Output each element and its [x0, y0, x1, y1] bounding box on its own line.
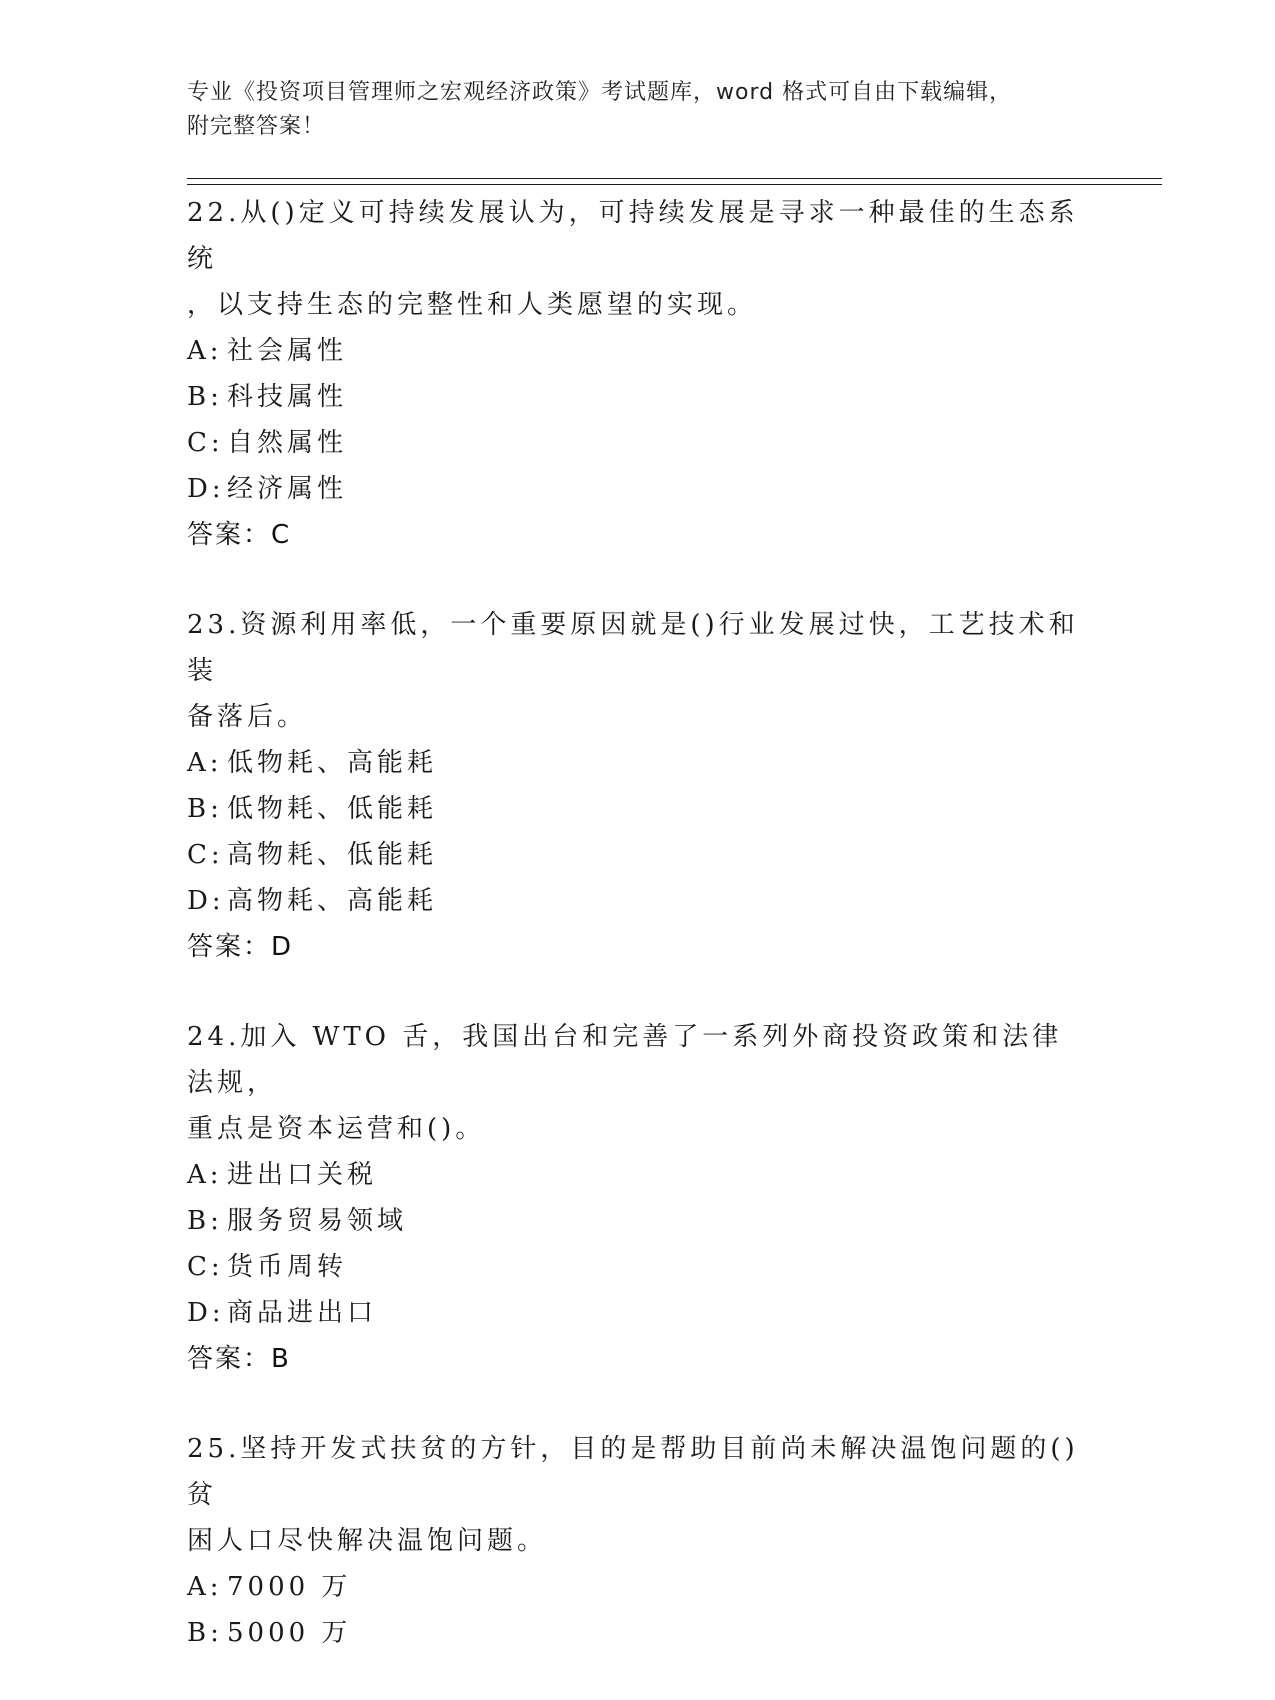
option-d: [187, 878, 1087, 924]
option-text: 经济属性: [227, 474, 348, 504]
question-text-line: 24.加入 WTO 舌，我国出台和完善了一系列外商投资政策和法律法规，: [187, 1022, 1063, 1098]
option-letter: C:: [187, 840, 224, 870]
option-text: 进出口关税: [227, 1160, 378, 1190]
question-text-line: ，以支持生态的完整性和人类愿望的实现。: [187, 290, 758, 320]
option-letter: D:: [187, 1298, 225, 1328]
option-text: 高物耗、低能耗: [227, 840, 438, 870]
option-b: [187, 786, 1087, 832]
option-b: [187, 374, 1087, 420]
option-letter: A:: [187, 1572, 223, 1602]
option-text: 低物耗、低能耗: [227, 794, 438, 824]
question-23: [187, 602, 1087, 970]
option-text: 低物耗、高能耗: [227, 748, 438, 778]
option-d: [187, 1290, 1087, 1336]
option-c: [187, 832, 1087, 878]
header-divider-top: [187, 178, 1162, 179]
option-a: [187, 1564, 1087, 1610]
option-a: [187, 328, 1087, 374]
option-letter: C:: [187, 1252, 224, 1282]
option-c: [187, 1244, 1087, 1290]
question-text-line: 备落后。: [187, 702, 308, 732]
answer-line: 答案：B: [187, 1344, 291, 1374]
header-divider-bottom: [187, 184, 1162, 185]
option-c: [187, 420, 1087, 466]
option-text: 社会属性: [227, 336, 348, 366]
option-text: 7000 万: [227, 1572, 352, 1602]
option-text: 商品进出口: [227, 1298, 378, 1328]
header-line-1: 专业《投资项目管理师之宏观经济政策》考试题库，word 格式可自由下载编辑，: [187, 80, 1013, 105]
option-letter: B:: [187, 794, 223, 824]
question-25: [187, 1426, 1087, 1656]
option-letter: D:: [187, 474, 225, 504]
document-header: [187, 76, 1067, 144]
question-list: [187, 190, 1087, 1700]
option-letter: B:: [187, 382, 223, 412]
header-line-2: 附完整答案！: [187, 114, 326, 139]
answer-line: 答案：C: [187, 520, 292, 550]
question-24: [187, 1014, 1087, 1382]
answer-line: 答案：D: [187, 932, 294, 962]
option-text: 货币周转: [227, 1252, 348, 1282]
option-letter: D:: [187, 886, 225, 916]
option-letter: B:: [187, 1206, 223, 1236]
question-text-line: 23.资源利用率低，一个重要原因就是()行业发展过快，工艺技术和装: [187, 610, 1079, 686]
question-text-line: 困人口尽快解决温饱问题。: [187, 1526, 548, 1556]
option-text: 科技属性: [227, 382, 348, 412]
option-text: 高物耗、高能耗: [227, 886, 438, 916]
option-letter: A:: [187, 336, 223, 366]
option-letter: A:: [187, 748, 223, 778]
option-a: [187, 1152, 1087, 1198]
question-text-line: 22.从()定义可持续发展认为，可持续发展是寻求一种最佳的生态系统: [187, 198, 1079, 274]
option-letter: A:: [187, 1160, 223, 1190]
question-22: [187, 190, 1087, 558]
option-letter: C:: [187, 428, 224, 458]
option-d: [187, 466, 1087, 512]
question-text-line: 重点是资本运营和()。: [187, 1114, 486, 1144]
question-text-line: 25.坚持开发式扶贫的方针，目的是帮助目前尚未解决温饱问题的()贫: [187, 1434, 1079, 1510]
option-text: 5000 万: [227, 1618, 352, 1648]
option-text: 服务贸易领域: [227, 1206, 408, 1236]
option-b: [187, 1610, 1087, 1656]
option-a: [187, 740, 1087, 786]
option-letter: B:: [187, 1618, 223, 1648]
option-b: [187, 1198, 1087, 1244]
option-text: 自然属性: [227, 428, 348, 458]
